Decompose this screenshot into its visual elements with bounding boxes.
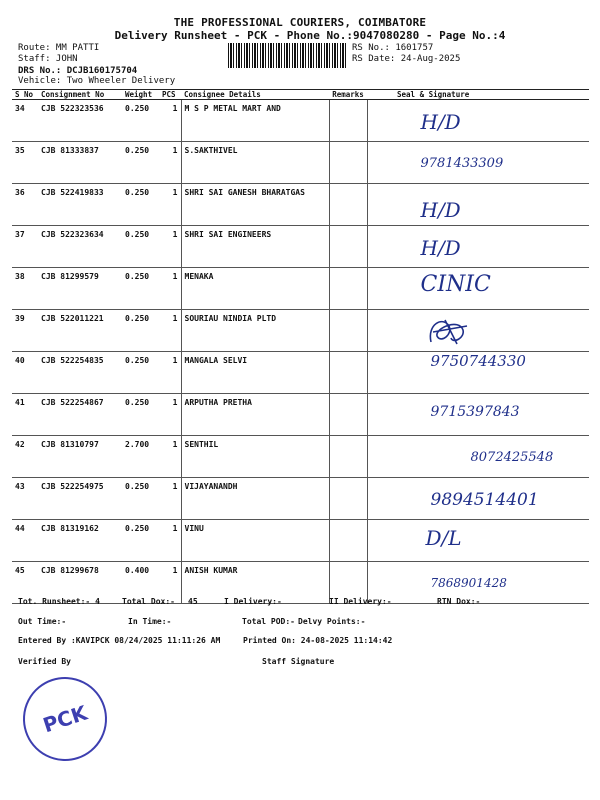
row-signature <box>367 184 589 226</box>
ii-delivery: II Delivery:- <box>329 597 392 606</box>
row-pcs: 1 <box>159 478 181 520</box>
row-sno: 36 <box>12 184 38 226</box>
row-weight: 0.250 <box>122 478 159 520</box>
row-consignee: SHRI SAI GANESH BHARATGAS <box>181 184 329 226</box>
table-header <box>12 90 589 100</box>
row-pcs: 1 <box>159 562 181 604</box>
pck-stamp <box>12 666 118 772</box>
table-row <box>12 436 589 478</box>
row-remarks <box>329 352 367 394</box>
in-time: In Time:- <box>128 617 172 626</box>
col-seal: Seal & Signature <box>367 90 589 100</box>
row-sno: 39 <box>12 310 38 352</box>
col-remarks: Remarks <box>329 90 367 100</box>
row-pcs: 1 <box>159 310 181 352</box>
row-sno: 38 <box>12 268 38 310</box>
row-weight: 0.250 <box>122 520 159 562</box>
row-pcs: 1 <box>159 394 181 436</box>
row-sno: 35 <box>12 142 38 184</box>
row-sno: 43 <box>12 478 38 520</box>
table-row <box>12 142 589 184</box>
col-sno: S No <box>12 90 38 100</box>
handwritten-signature: H/D <box>420 110 461 134</box>
row-remarks <box>329 310 367 352</box>
delvy-points: Delvy Points:- <box>298 617 366 626</box>
barcode <box>228 43 348 68</box>
row-consignee: SOURIAU NINDIA PLTD <box>181 310 329 352</box>
stamp-text: PCK <box>39 700 91 738</box>
summary-line-2 <box>18 617 365 626</box>
row-weight: 0.400 <box>122 562 159 604</box>
row-consignee: MANGALA SELVI <box>181 352 329 394</box>
vehicle-label: Vehicle: Two Wheeler Delivery <box>18 76 176 86</box>
row-consignee: VIJAYANANDH <box>181 478 329 520</box>
row-consignment: CJB 81299678 <box>38 562 122 604</box>
table-row <box>12 520 589 562</box>
row-pcs: 1 <box>159 142 181 184</box>
row-consignment: CJB 522254835 <box>38 352 122 394</box>
rtn-dox: RTN Dox:- <box>437 597 481 606</box>
runsheet-subtitle: Delivery Runsheet - PCK - Phone No.:9047080280 - Page No.:4 <box>114 29 506 42</box>
row-weight: 0.250 <box>122 310 159 352</box>
col-pcs: PCS <box>159 90 181 100</box>
rs-date: RS Date: 24-Aug-2025 <box>352 54 461 64</box>
row-consignment: CJB 522419833 <box>38 184 122 226</box>
row-signature <box>367 310 589 352</box>
total-pod: Total POD:- <box>242 617 295 626</box>
row-consignee: S.SAKTHIVEL <box>181 142 329 184</box>
row-consignee: ARPUTHA PRETHA <box>181 394 329 436</box>
handwritten-signature: CINIC <box>420 272 491 297</box>
scribble-signature <box>423 314 483 348</box>
row-consignee: SHRI SAI ENGINEERS <box>181 226 329 268</box>
col-consignee: Consignee Details <box>181 90 329 100</box>
drs-number: DRS No.: DCJB160175704 <box>18 66 138 76</box>
row-consignment: CJB 81299579 <box>38 268 122 310</box>
row-weight: 0.250 <box>122 268 159 310</box>
entry-line <box>18 636 392 645</box>
row-sno: 34 <box>12 100 38 142</box>
staff-label: Staff: JOHN <box>18 54 78 64</box>
table-row <box>12 394 589 436</box>
company-title: THE PROFESSIONAL COURIERS, COIMBATORE <box>173 16 427 29</box>
row-remarks <box>329 394 367 436</box>
col-weight: Weight <box>122 90 159 100</box>
handwritten-signature: H/D <box>420 198 461 222</box>
col-consignment: Consignment No <box>38 90 122 100</box>
verification-line <box>18 657 334 666</box>
summary-line-1 <box>18 597 480 606</box>
route-label: Route: MM PATTI <box>18 43 100 53</box>
row-weight: 0.250 <box>122 226 159 268</box>
row-consignment: CJB 81310797 <box>38 436 122 478</box>
row-remarks <box>329 436 367 478</box>
printed-on: Printed On: 24-08-2025 11:14:42 <box>243 636 393 645</box>
row-weight: 0.250 <box>122 352 159 394</box>
table-row <box>12 352 589 394</box>
handwritten-signature: 9750744330 <box>430 352 526 370</box>
row-weight: 0.250 <box>122 100 159 142</box>
table-row <box>12 100 589 142</box>
row-consignee: VINU <box>181 520 329 562</box>
runsheet-table <box>12 89 589 604</box>
row-pcs: 1 <box>159 352 181 394</box>
row-consignee: MENAKA <box>181 268 329 310</box>
row-sno: 37 <box>12 226 38 268</box>
row-consignment: CJB 522011221 <box>38 310 122 352</box>
row-signature <box>367 478 589 520</box>
out-time: Out Time:- <box>18 617 67 626</box>
row-pcs: 1 <box>159 100 181 142</box>
row-remarks <box>329 520 367 562</box>
total-dox-value: 45 <box>188 597 198 606</box>
row-consignee: M S P METAL MART AND <box>181 100 329 142</box>
row-remarks <box>329 478 367 520</box>
row-consignment: CJB 522254867 <box>38 394 122 436</box>
row-consignment: CJB 81319162 <box>38 520 122 562</box>
tot-runsheet: Tot. Runsheet:- 4 <box>18 597 100 606</box>
row-signature <box>367 436 589 478</box>
row-sno: 41 <box>12 394 38 436</box>
row-signature <box>367 142 589 184</box>
handwritten-signature: H/D <box>420 236 461 260</box>
handwritten-signature: 9781433309 <box>420 156 504 171</box>
total-dox-label: Total Dox:- <box>122 597 175 606</box>
row-sno: 40 <box>12 352 38 394</box>
row-signature <box>367 352 589 394</box>
handwritten-signature: D/L <box>425 526 462 550</box>
row-remarks <box>329 226 367 268</box>
entered-by: Entered By :KAVIPCK 08/24/2025 11:11:26 AM <box>18 636 221 645</box>
verified-by: Verified By <box>18 657 71 666</box>
row-consignment: CJB 81333837 <box>38 142 122 184</box>
table-row <box>12 268 589 310</box>
row-pcs: 1 <box>159 268 181 310</box>
handwritten-signature: 8072425548 <box>470 450 554 465</box>
row-pcs: 1 <box>159 520 181 562</box>
row-sno: 45 <box>12 562 38 604</box>
row-sno: 44 <box>12 520 38 562</box>
row-signature <box>367 226 589 268</box>
table-row <box>12 226 589 268</box>
row-consignee: SENTHIL <box>181 436 329 478</box>
table-row <box>12 184 589 226</box>
row-consignee: ANISH KUMAR <box>181 562 329 604</box>
row-signature <box>367 100 589 142</box>
row-weight: 0.250 <box>122 142 159 184</box>
staff-signature: Staff Signature <box>262 657 335 666</box>
handwritten-signature: 9894514401 <box>430 490 539 510</box>
row-consignment: CJB 522323536 <box>38 100 122 142</box>
handwritten-signature: 9715397843 <box>430 404 520 420</box>
row-weight: 0.250 <box>122 394 159 436</box>
table-row <box>12 310 589 352</box>
row-consignment: CJB 522254975 <box>38 478 122 520</box>
row-weight: 2.700 <box>122 436 159 478</box>
row-remarks <box>329 100 367 142</box>
table-row <box>12 478 589 520</box>
row-signature <box>367 394 589 436</box>
row-pcs: 1 <box>159 226 181 268</box>
row-weight: 0.250 <box>122 184 159 226</box>
handwritten-signature: 7868901428 <box>430 576 507 590</box>
row-remarks <box>329 142 367 184</box>
row-remarks <box>329 268 367 310</box>
row-remarks <box>329 184 367 226</box>
row-signature <box>367 520 589 562</box>
row-pcs: 1 <box>159 436 181 478</box>
rs-number: RS No.: 1601757 <box>352 43 434 53</box>
row-pcs: 1 <box>159 184 181 226</box>
row-signature <box>367 268 589 310</box>
row-consignment: CJB 522323634 <box>38 226 122 268</box>
row-sno: 42 <box>12 436 38 478</box>
i-delivery: I Delivery:- <box>224 597 282 606</box>
